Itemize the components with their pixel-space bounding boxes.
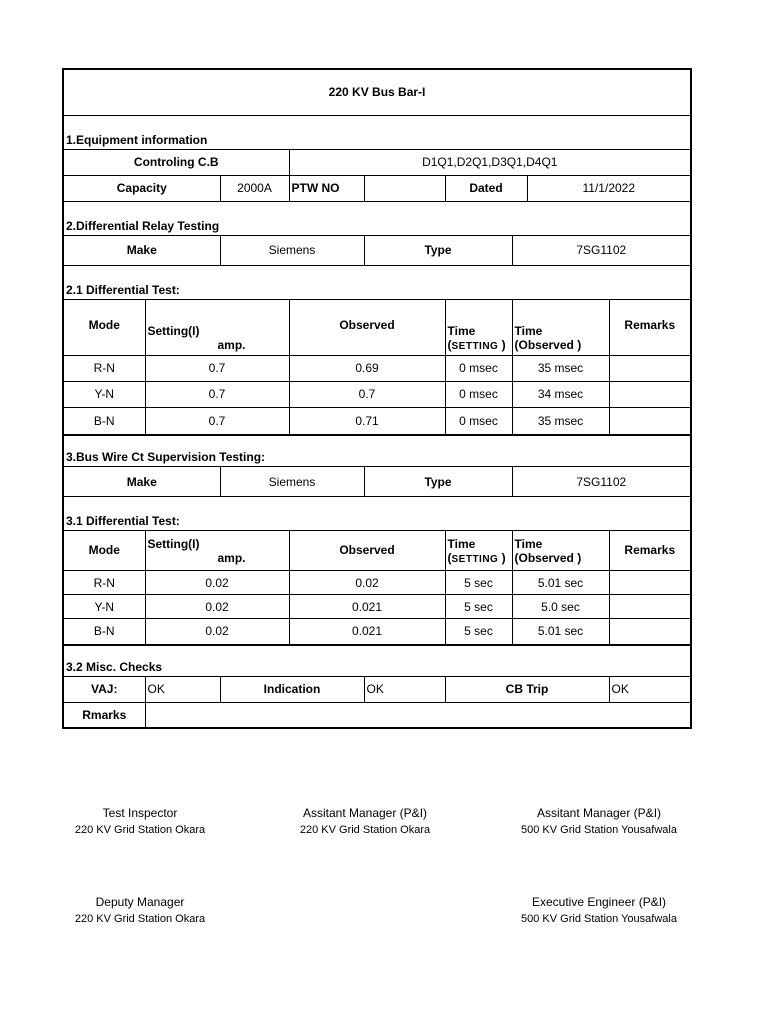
cell-setting: 0.7 — [145, 381, 289, 407]
cell-mode: B-N — [63, 407, 145, 435]
report-table — [62, 68, 692, 729]
signature-place: 220 KV Grid Station Okara — [74, 913, 206, 925]
signature-assistant-manager-yousafwala — [493, 806, 705, 836]
cell-observed: 0.71 — [289, 407, 445, 435]
capacity-value: 2000A — [220, 175, 289, 201]
cell-setting: 0.7 — [145, 407, 289, 435]
signature-name: Deputy Manager — [95, 895, 185, 909]
col-remarks: Remarks — [609, 531, 691, 571]
indication-value: OK — [364, 676, 445, 702]
col-time-setting: Time (SETTING ) — [445, 531, 512, 571]
section-relay-heading: 2.Differential Relay Testing — [63, 201, 691, 235]
relay-type-label: Type — [364, 235, 512, 265]
vaj-value: OK — [145, 676, 220, 702]
table-row — [63, 381, 691, 407]
col-observed: Observed — [289, 299, 445, 355]
bus-type-label: Type — [364, 467, 512, 497]
signature-name: Test Inspector — [102, 806, 178, 820]
controlling-cb-label: Controling C.B — [63, 149, 289, 175]
cell-time-setting: 0 msec — [445, 381, 512, 407]
cell-time-observed: 5.0 sec — [512, 595, 609, 619]
controlling-cb-value: D1Q1,D2Q1,D3Q1,D4Q1 — [289, 149, 691, 175]
cell-time-observed: 35 msec — [512, 407, 609, 435]
col-observed: Observed — [289, 531, 445, 571]
signature-place: 220 KV Grid Station Okara — [74, 824, 206, 836]
relay-make-label: Make — [63, 235, 220, 265]
cell-mode: Y-N — [63, 595, 145, 619]
cb-trip-label: CB Trip — [445, 676, 609, 702]
cell-observed: 0.021 — [289, 619, 445, 645]
signature-assistant-manager-okara — [265, 806, 465, 836]
cell-observed: 0.02 — [289, 571, 445, 595]
table-row — [63, 619, 691, 645]
cell-mode: B-N — [63, 619, 145, 645]
cell-remarks — [609, 571, 691, 595]
bus-make-label: Make — [63, 467, 220, 497]
signature-place: 500 KV Grid Station Yousafwala — [521, 913, 677, 925]
dated-label: Dated — [445, 175, 527, 201]
cell-mode: R-N — [63, 571, 145, 595]
dated-value: 11/1/2022 — [527, 175, 691, 201]
cell-time-observed: 34 msec — [512, 381, 609, 407]
cell-time-setting: 5 sec — [445, 571, 512, 595]
table-row — [63, 407, 691, 435]
cell-setting: 0.02 — [145, 595, 289, 619]
ptw-label: PTW NO — [289, 175, 364, 201]
col-mode: Mode — [63, 531, 145, 571]
section-diff-test-heading: 2.1 Differential Test: — [63, 265, 691, 299]
cell-observed: 0.69 — [289, 355, 445, 381]
table-row — [63, 595, 691, 619]
test-report-sheet — [62, 68, 690, 729]
cell-remarks — [609, 355, 691, 381]
page-title: 220 KV Bus Bar-I — [63, 69, 691, 115]
col-time-observed: Time (Observed ) — [512, 531, 609, 571]
cell-time-observed: 5.01 sec — [512, 571, 609, 595]
indication-label: Indication — [220, 676, 364, 702]
signature-deputy-manager — [40, 895, 240, 925]
col-time-setting: Time (SETTING ) — [445, 299, 512, 355]
cell-mode: R-N — [63, 355, 145, 381]
cell-remarks — [609, 381, 691, 407]
cell-setting: 0.7 — [145, 355, 289, 381]
signature-test-inspector — [40, 806, 240, 836]
remarks-value — [145, 702, 691, 728]
cell-time-setting: 5 sec — [445, 595, 512, 619]
col-remarks: Remarks — [609, 299, 691, 355]
signature-place: 500 KV Grid Station Yousafwala — [521, 824, 677, 836]
signature-name: Assitant Manager (P&I) — [536, 806, 662, 820]
cell-time-setting: 0 msec — [445, 407, 512, 435]
vaj-label: VAJ: — [63, 676, 145, 702]
cell-setting: 0.02 — [145, 571, 289, 595]
table-row — [63, 355, 691, 381]
section-misc-heading: 3.2 Misc. Checks — [63, 645, 691, 677]
cell-time-observed: 5.01 sec — [512, 619, 609, 645]
bus-type-value: 7SG1102 — [512, 467, 691, 497]
relay-make-value: Siemens — [220, 235, 364, 265]
col-setting: Setting(I) amp. — [145, 531, 289, 571]
table-row — [63, 571, 691, 595]
cell-time-setting: 0 msec — [445, 355, 512, 381]
col-mode: Mode — [63, 299, 145, 355]
cell-setting: 0.02 — [145, 619, 289, 645]
cell-observed: 0.021 — [289, 595, 445, 619]
bus-make-value: Siemens — [220, 467, 364, 497]
cell-remarks — [609, 407, 691, 435]
cell-time-setting: 5 sec — [445, 619, 512, 645]
cell-time-observed: 35 msec — [512, 355, 609, 381]
signature-name: Executive Engineer (P&I) — [531, 895, 667, 909]
relay-type-value: 7SG1102 — [512, 235, 691, 265]
cell-observed: 0.7 — [289, 381, 445, 407]
capacity-label: Capacity — [63, 175, 220, 201]
cell-remarks — [609, 595, 691, 619]
signature-executive-engineer — [493, 895, 705, 925]
cb-trip-value: OK — [609, 676, 691, 702]
ptw-value — [364, 175, 445, 201]
cell-mode: Y-N — [63, 381, 145, 407]
section-equipment-heading: 1.Equipment information — [63, 115, 691, 149]
col-setting: Setting(I) amp. — [145, 299, 289, 355]
cell-remarks — [609, 619, 691, 645]
col-time-observed: Time (Observed ) — [512, 299, 609, 355]
remarks-label: Rmarks — [63, 702, 145, 728]
section-bus-wire-heading: 3.Bus Wire Ct Supervision Testing: — [63, 435, 691, 467]
signature-place: 220 KV Grid Station Okara — [299, 824, 431, 836]
signature-name: Assitant Manager (P&I) — [302, 806, 428, 820]
section-diff-test2-heading: 3.1 Differential Test: — [63, 497, 691, 531]
